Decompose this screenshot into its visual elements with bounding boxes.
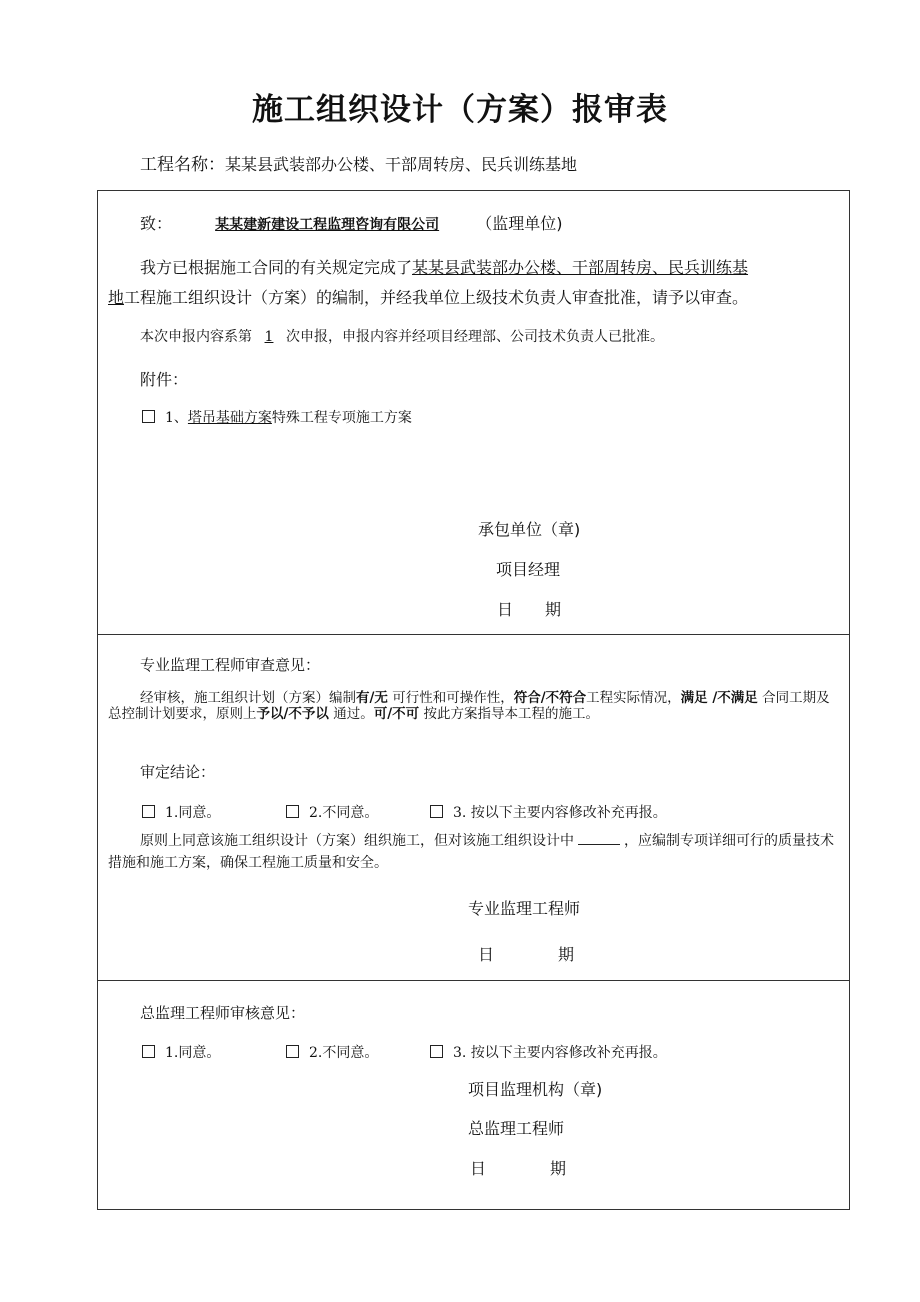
times-prefix: 本次申报内容系第 (140, 329, 252, 345)
statement-suffix: 工程施工组织设计（方案）的编制，并经我单位上级技术负责人审查批准，请予以审查。 (124, 288, 749, 307)
statement-line-2 (108, 285, 748, 308)
review-option-conformity: 符合/不符合 (513, 690, 587, 706)
specialist-heading: 专业监理工程师审查意见： (140, 656, 321, 674)
agree-checkbox[interactable] (142, 805, 155, 818)
review-text-6: 按此方案指导本工程的施工。 (419, 706, 599, 722)
review-text-5: 通过。 (328, 706, 374, 722)
conclusion-label: 审定结论： (140, 763, 216, 781)
supervisor-unit: 某某建新建设工程监理咨询有限公司 (215, 217, 440, 233)
review-option-feasibility: 有/无 (356, 690, 388, 706)
approval-form (97, 190, 850, 1210)
attachment-link: 塔吊基础方案 (187, 410, 272, 426)
chief-option-agree[interactable] (142, 1042, 220, 1062)
submission-section (98, 191, 849, 635)
review-option-approval: 予以/不予以 (256, 706, 329, 722)
times-suffix: 次申报，申报内容并经项目经理部、公司技术负责人已批准。 (286, 329, 664, 345)
chief-agree-checkbox[interactable] (142, 1045, 155, 1058)
chief-date: 日 期 (470, 1159, 567, 1178)
chief-heading: 总监理工程师审核意见： (140, 1004, 306, 1022)
project-name-value: 某某县武装部办公楼、干部周转房、民兵训练基地 (225, 155, 578, 174)
chief-option-revise[interactable] (430, 1042, 667, 1062)
principle-text-2: ，应编制专项详细可行的质量技术措施和施工方案，确保工程施工质量和安全。 (108, 833, 834, 871)
to-label: 致： (140, 214, 173, 233)
conclusion-option-agree[interactable] (142, 802, 220, 822)
project-name-label: 工程名称： (140, 155, 225, 175)
attachment-rest: 特殊工程专项施工方案 (271, 410, 412, 426)
conclusion-option-revise[interactable] (430, 802, 667, 822)
revise-label: 3. 按以下主要内容修改补充再报。 (453, 805, 667, 821)
statement-project-2: 地 (108, 288, 125, 307)
times-value: 1 (264, 329, 274, 345)
chief-disagree-label: 2.不同意。 (309, 1045, 379, 1061)
review-paragraph (108, 690, 840, 722)
specialist-date: 日 期 (478, 945, 575, 964)
project-manager: 项目经理 (496, 560, 561, 579)
disagree-label: 2.不同意。 (309, 805, 379, 821)
chief-review-section (98, 980, 849, 1209)
addressee-line (140, 211, 562, 234)
review-text-4: 合同工期及总控制计划要求，原则上 (108, 690, 830, 722)
chief-revise-checkbox[interactable] (430, 1045, 443, 1058)
review-text-1: 经审核，施工组织计划（方案）编制 (140, 690, 356, 706)
statement-line-1 (140, 255, 748, 278)
attachment-checkbox[interactable] (142, 410, 155, 423)
chief-option-disagree[interactable] (286, 1042, 378, 1062)
review-option-guidance: 可/不可 (373, 706, 420, 722)
disagree-checkbox[interactable] (286, 805, 299, 818)
revise-checkbox[interactable] (430, 805, 443, 818)
page-title: 施工组织设计（方案）报审表 (252, 92, 668, 128)
supervisor-suffix: （监理单位) (476, 214, 563, 233)
submission-times-line (140, 326, 664, 346)
principle-blank[interactable] (578, 830, 620, 845)
conclusion-option-disagree[interactable] (286, 802, 378, 822)
chief-engineer: 总监理工程师 (468, 1119, 565, 1138)
chief-agree-label: 1.同意。 (165, 1045, 221, 1061)
attachment-item (142, 407, 412, 427)
org-seal: 项目监理机构（章) (468, 1080, 603, 1099)
principle-text-1: 原则上同意该施工组织设计（方案）组织施工，但对该施工组织设计中 (140, 833, 574, 849)
specialist-engineer: 专业监理工程师 (468, 899, 581, 918)
principle-paragraph (108, 830, 842, 874)
agree-label: 1.同意。 (165, 805, 221, 821)
attachment-number: 1、 (165, 410, 188, 426)
chief-revise-label: 3. 按以下主要内容修改补充再报。 (453, 1045, 667, 1061)
submission-date: 日 期 (497, 600, 562, 619)
contractor-seal: 承包单位（章) (478, 520, 581, 539)
statement-project-1: 某某县武装部办公楼、干部周转房、民兵训练基 (412, 258, 749, 277)
review-option-requirement: 满足 /不满足 (680, 690, 758, 706)
statement-prefix: 我方已根据施工合同的有关规定完成了 (140, 258, 413, 277)
review-text-2: 可行性和可操作性， (387, 690, 514, 706)
review-text-3: 工程实际情况， (586, 690, 681, 706)
specialist-review-section (98, 634, 849, 981)
attachments-label: 附件： (140, 370, 189, 389)
project-name-line (140, 150, 577, 175)
chief-disagree-checkbox[interactable] (286, 1045, 299, 1058)
